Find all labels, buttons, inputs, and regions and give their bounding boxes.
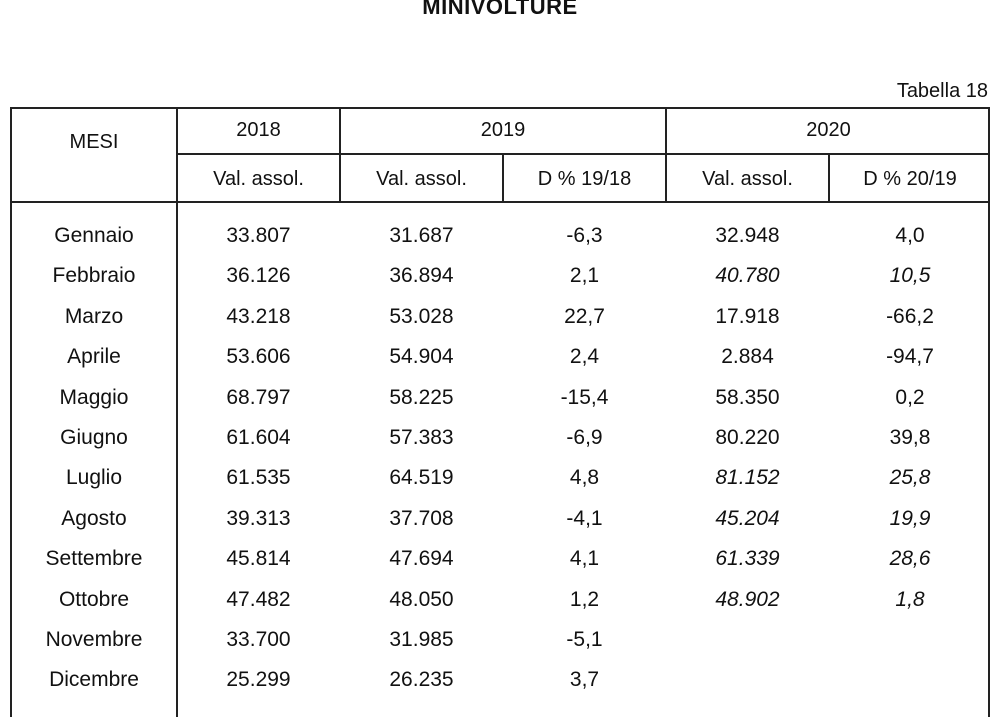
page-title: MINIVOLTURE bbox=[422, 0, 578, 19]
table-label: Tabella 18 bbox=[896, 80, 988, 102]
delta-19-18-cell: -6,9 bbox=[566, 426, 603, 449]
value-2018-cell: 68.797 bbox=[226, 386, 291, 409]
value-2020-cell: 48.902 bbox=[715, 588, 780, 611]
value-2018-cell: 61.535 bbox=[226, 466, 291, 489]
header-bottom-border bbox=[10, 201, 990, 203]
value-2019-cell: 47.694 bbox=[389, 547, 454, 570]
value-2018-cell: 39.313 bbox=[226, 507, 291, 530]
delta-20-19-cell: 0,2 bbox=[895, 386, 925, 409]
header-abs-2020: Val. assol. bbox=[702, 168, 793, 190]
value-2019-cell: 64.519 bbox=[389, 466, 454, 489]
month-cell: Maggio bbox=[59, 386, 129, 409]
header-top-border bbox=[10, 107, 990, 109]
month-cell: Ottobre bbox=[58, 588, 130, 611]
delta-19-18-cell: -5,1 bbox=[566, 628, 603, 651]
header-year-2019: 2019 bbox=[480, 119, 526, 141]
value-2019-cell: 48.050 bbox=[389, 588, 454, 611]
delta-19-18-cell: 4,1 bbox=[569, 547, 600, 570]
value-2020-cell: 2.884 bbox=[721, 345, 774, 368]
delta-20-19-cell: 4,0 bbox=[895, 224, 925, 247]
value-2020-cell: 61.339 bbox=[715, 547, 780, 570]
col-divider-months bbox=[176, 107, 178, 717]
month-cell: Giugno bbox=[60, 426, 128, 449]
delta-20-19-cell: -66,2 bbox=[886, 305, 934, 328]
delta-20-19-cell: -94,7 bbox=[886, 345, 934, 368]
header-abs-2018: Val. assol. bbox=[213, 168, 304, 190]
value-2018-cell: 33.807 bbox=[226, 224, 291, 247]
value-2018-cell: 33.700 bbox=[226, 628, 291, 651]
delta-19-18-cell: 22,7 bbox=[564, 305, 605, 328]
delta-19-18-cell: 2,1 bbox=[569, 264, 600, 287]
month-cell: Novembre bbox=[45, 628, 143, 651]
value-2019-cell: 54.904 bbox=[389, 345, 454, 368]
header-months: MESI bbox=[69, 131, 119, 153]
year-row-divider bbox=[176, 153, 990, 155]
month-cell: Luglio bbox=[65, 466, 123, 489]
header-delta-19-18: D % 19/18 bbox=[537, 168, 632, 190]
delta-19-18-cell: -6,3 bbox=[566, 224, 603, 247]
month-cell: Marzo bbox=[64, 305, 124, 328]
value-2018-cell: 25.299 bbox=[226, 668, 291, 691]
value-2020-cell: 45.204 bbox=[715, 507, 780, 530]
delta-19-18-cell: 4,8 bbox=[569, 466, 600, 489]
value-2020-cell: 40.780 bbox=[715, 264, 780, 287]
value-2018-cell: 47.482 bbox=[226, 588, 291, 611]
delta-19-18-cell: -4,1 bbox=[566, 507, 603, 530]
month-cell: Dicembre bbox=[49, 668, 139, 691]
delta-20-19-cell: 39,8 bbox=[889, 426, 931, 449]
value-2018-cell: 43.218 bbox=[226, 305, 291, 328]
header-year-2020: 2020 bbox=[806, 119, 851, 141]
header-abs-2019: Val. assol. bbox=[376, 168, 467, 190]
value-2020-cell: 80.220 bbox=[715, 426, 780, 449]
value-2019-cell: 57.383 bbox=[389, 426, 454, 449]
value-2018-cell: 61.604 bbox=[226, 426, 291, 449]
value-2020-cell: 32.948 bbox=[715, 224, 780, 247]
value-2018-cell: 36.126 bbox=[226, 264, 291, 287]
value-2019-cell: 31.985 bbox=[389, 628, 454, 651]
value-2019-cell: 53.028 bbox=[389, 305, 454, 328]
value-2020-cell: 81.152 bbox=[715, 466, 780, 489]
value-2019-cell: 31.687 bbox=[389, 224, 454, 247]
delta-19-18-cell: -15,4 bbox=[560, 386, 609, 409]
data-table bbox=[10, 107, 990, 717]
delta-20-19-cell: 10,5 bbox=[889, 264, 931, 287]
value-2020-cell: 58.350 bbox=[715, 386, 780, 409]
header-year-2018: 2018 bbox=[236, 119, 281, 141]
value-2018-cell: 53.606 bbox=[226, 345, 291, 368]
delta-20-19-cell: 25,8 bbox=[889, 466, 931, 489]
month-cell: Settembre bbox=[45, 547, 143, 570]
month-cell: Febbraio bbox=[52, 264, 136, 287]
delta-20-19-cell: 28,6 bbox=[889, 547, 931, 570]
month-cell: Gennaio bbox=[54, 224, 134, 247]
month-cell: Agosto bbox=[61, 507, 127, 530]
delta-20-19-cell: 1,8 bbox=[895, 588, 925, 611]
month-cell: Aprile bbox=[67, 345, 121, 368]
delta-20-19-cell: 19,9 bbox=[889, 507, 931, 530]
delta-19-18-cell: 1,2 bbox=[569, 588, 600, 611]
delta-19-18-cell: 3,7 bbox=[569, 668, 600, 691]
header-delta-20-19: D % 20/19 bbox=[863, 168, 957, 190]
delta-19-18-cell: 2,4 bbox=[569, 345, 600, 368]
value-2018-cell: 45.814 bbox=[226, 547, 291, 570]
value-2019-cell: 58.225 bbox=[389, 386, 454, 409]
value-2019-cell: 26.235 bbox=[389, 668, 454, 691]
value-2019-cell: 37.708 bbox=[389, 507, 454, 530]
value-2019-cell: 36.894 bbox=[389, 264, 454, 287]
value-2020-cell: 17.918 bbox=[715, 305, 780, 328]
